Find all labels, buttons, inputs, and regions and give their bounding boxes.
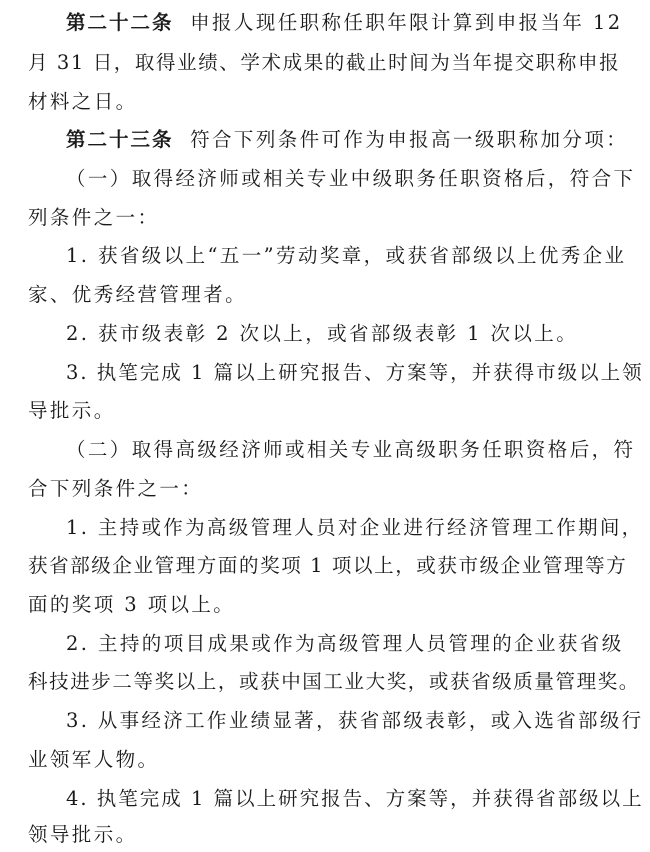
article-22-line-1 xyxy=(66,10,623,36)
section-1-item-2-line-1: 2. 获市级表彰 2 次以上，或省部级表彰 1 次以上。 xyxy=(66,322,579,345)
article-22-line-2: 月 31 日，取得业绩、学术成果的截止时间为当年提交职称申报 xyxy=(28,51,621,74)
section-2-item-4-line-1: 4. 执笔完成 1 篇以上研究报告、方案等，并获得省部级以上 xyxy=(66,787,644,810)
section-1-item-1-line-2: 家、优秀经营管理者。 xyxy=(28,283,248,306)
article-22-text: 申报人现任职称任职年限计算到申报当年 12 xyxy=(190,11,623,34)
section-2-item-1-line-3: 面的奖项 3 项以上。 xyxy=(28,593,236,616)
section-2-item-4-line-2: 领导批示。 xyxy=(28,823,138,846)
section-1-item-3-line-1: 3. 执笔完成 1 篇以上研究报告、方案等，并获得市级以上领 xyxy=(66,361,644,384)
section-2-item-1-line-1: 1. 主持或作为高级管理人员对企业进行经济管理工作期间， xyxy=(66,516,644,539)
section-2-line-2: 合下列条件之一： xyxy=(28,477,204,500)
section-1-item-3-line-2: 导批示。 xyxy=(28,399,116,422)
article-23-text: 符合下列条件可作为申报高一级职称加分项： xyxy=(190,128,629,151)
section-2-item-1-line-2: 获省部级企业管理方面的奖项 1 项以上，或获市级企业管理等方 xyxy=(28,554,628,577)
article-22-line-3: 材料之日。 xyxy=(28,90,138,113)
section-2-item-3-line-1: 3. 从事经济工作业绩显著，获省部级表彰，或入选省部级行 xyxy=(66,709,644,732)
article-22-heading: 第二十二条 xyxy=(66,11,174,34)
article-23-heading: 第二十三条 xyxy=(66,128,174,151)
section-1-item-1-line-1: 1. 获省级以上“五一”劳动奖章，或获省部级以上优秀企业 xyxy=(66,244,627,267)
section-2-item-2-line-2: 科技进步二等奖以上，或获中国工业大奖，或获省级质量管理奖。 xyxy=(28,670,640,693)
article-23-line-1 xyxy=(66,127,628,153)
section-2-line-1: （二）取得高级经济师或相关专业高级职务任职资格后，符 xyxy=(66,438,636,461)
section-2-item-2-line-1: 2. 主持的项目成果或作为高级管理人员管理的企业获省级 xyxy=(66,632,624,655)
section-1-line-2: 列条件之一： xyxy=(28,206,160,229)
section-1-line-1: （一）取得经济师或相关专业中级职务任职资格后，符合下 xyxy=(66,167,636,190)
section-2-item-3-line-2: 业领军人物。 xyxy=(28,748,160,771)
